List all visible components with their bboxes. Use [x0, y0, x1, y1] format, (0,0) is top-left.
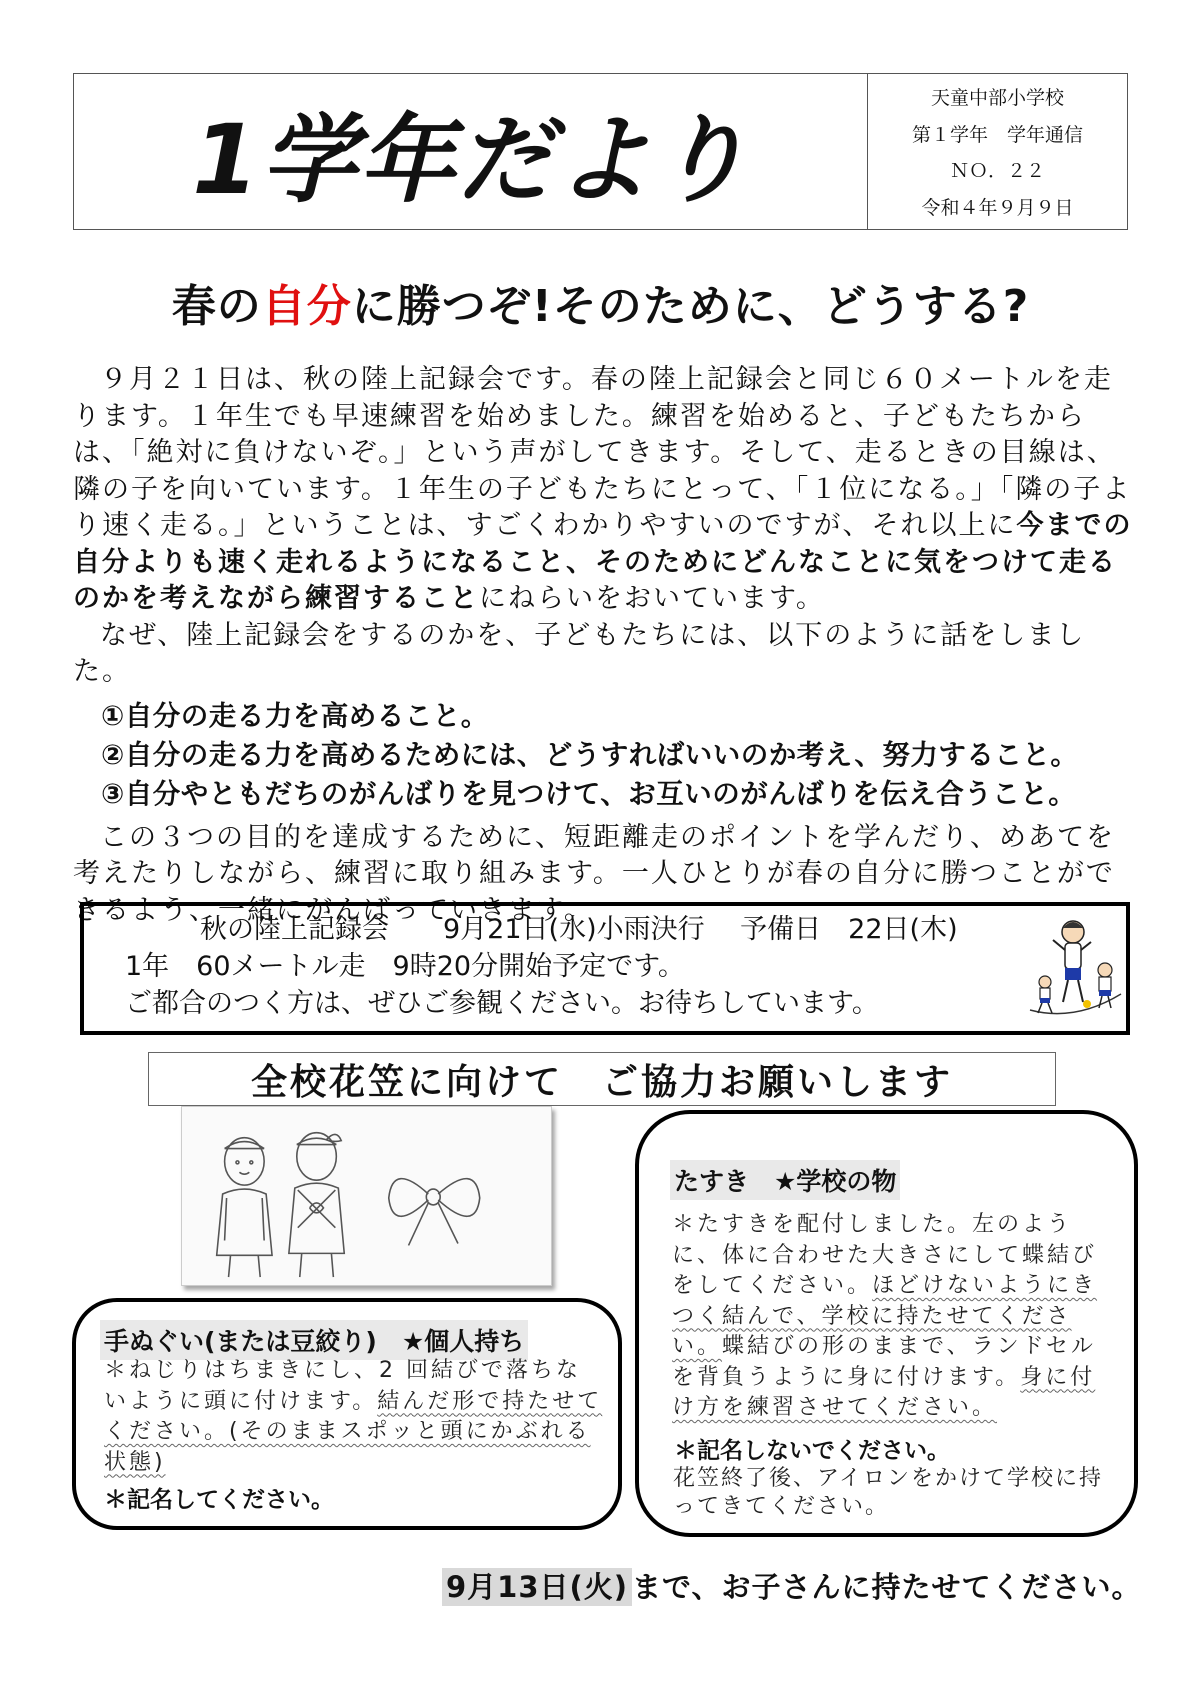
- goals-list: [101, 697, 1133, 814]
- event-info-text: [125, 911, 1015, 1022]
- event-schedule: 秋の陸上記録会 9月21日(水)小雨決行 予備日 22日(木): [200, 914, 958, 945]
- goal-item: ③自分やともだちのがんばりを見つけて、お互いのがんばりを伝え合うこと。: [101, 777, 1077, 810]
- deadline-date: 9月13日(火): [442, 1568, 632, 1606]
- tasuki-illustration: [181, 1106, 552, 1286]
- tenugui-heading: 手ぬぐい(または豆絞り) ★個人持ち: [100, 1320, 528, 1360]
- paragraph-1: [73, 362, 1133, 618]
- headline-highlight: 自分: [261, 281, 352, 332]
- tasuki-note: ＊記名しないでください。: [674, 1438, 950, 1464]
- title-box: [73, 73, 868, 230]
- goal-item: ①自分の走る力を高めること。: [101, 699, 489, 732]
- tenugui-instructions: [104, 1356, 604, 1478]
- hanagasa-banner: 全校花笠に向けて ご協力お願いします: [148, 1052, 1056, 1106]
- deadline-text: まで、お子さんに持たせてください。: [632, 1570, 1142, 1604]
- paragraph-2: なぜ、陸上記録会をするのかを、子どもたちには、以下のように話をしました。: [73, 619, 1086, 687]
- publication-name: 第１学年 学年通信: [911, 123, 1083, 146]
- newsletter-title: 1学年だより: [192, 104, 751, 216]
- paragraph-1-text: ９月２１日は、秋の陸上記録会です。春の陸上記録会と同じ６０メートルを走ります。１年生でも早速練習を始めました。練習を始めると、子どもたちからは、「絶対に負けないぞ。」という声がしてきます。そして、走るときの目線は、隣の子を向いています。１年生の子どもたちにとって、「１位になる。」「隣の子より速く走る。」ということは、すごくわかりやすいのですが、それ以上に: [73, 364, 1132, 541]
- goal-item: ②自分の走る力を高めるためには、どうすればいいのか考え、努力すること。: [101, 738, 1079, 771]
- tasuki-instructions: [672, 1210, 1108, 1424]
- tasuki-return-instructions: 花笠終了後、アイロンをかけて学校に持ってきてください。: [673, 1466, 1104, 1519]
- paragraph-1-end: にねらいをおいています。: [479, 583, 825, 614]
- tasuki-text-c: 蝶結びの形のままで、ランドセルを背負うように身に付けます。: [672, 1334, 1096, 1390]
- event-invitation: ご都合のつく方は、ぜひご参観ください。お待ちしています。: [125, 988, 879, 1019]
- school-name: 天童中部小学校: [930, 87, 1064, 110]
- tasuki-text-a: ＊たすきを配付しました。左のように、体に合わせた大きさにして蝶結びをしてください。: [672, 1212, 1098, 1298]
- article-body: [73, 362, 1133, 929]
- tasuki-text-d: 身に付け方を練習させてください。: [672, 1364, 1096, 1420]
- deadline-notice: [442, 1565, 1141, 1606]
- issue-info-box: [868, 73, 1128, 230]
- tenugui-text-a: ＊ねじりはちまきにし、2 回結びで落ちないように頭に付けます。: [104, 1358, 581, 1414]
- tenugui-note: ＊記名してください。: [104, 1487, 334, 1513]
- event-race-info: 1年 60メートル走 9時20分開始予定です。: [125, 951, 685, 982]
- issue-date: 令和４年９月９日: [921, 196, 1074, 219]
- tasuki-text-b: ほどけないようにきつく結んで、学校に持たせてください。: [672, 1273, 1098, 1359]
- tasuki-heading: たすき ★学校の物: [670, 1160, 900, 1200]
- running-children-illustration: [1025, 910, 1125, 1028]
- headline-part1: 春の: [171, 281, 262, 332]
- paragraph-3: この３つの目的を達成するために、短距離走のポイントを学んだり、めあてを考えたりしながら、練習に取り組みます。一人ひとりが春の自分に勝つことができるよう、一緒にがんばっていきます。: [73, 821, 1115, 926]
- headline-part2: に勝つぞ!そのために、どうする?: [351, 281, 1030, 332]
- issue-number: ＮＯ．２２: [949, 160, 1045, 183]
- headline: [73, 270, 1128, 334]
- paragraph-1-bold: 今までの自分よりも速く走れるようになること、そのためにどんなことに気をつけて走るのかを考えながら練習すること: [73, 510, 1133, 614]
- tenugui-text-b: 結んだ形で持たせてください。(そのままスポッと頭にかぶれる状態): [104, 1388, 603, 1475]
